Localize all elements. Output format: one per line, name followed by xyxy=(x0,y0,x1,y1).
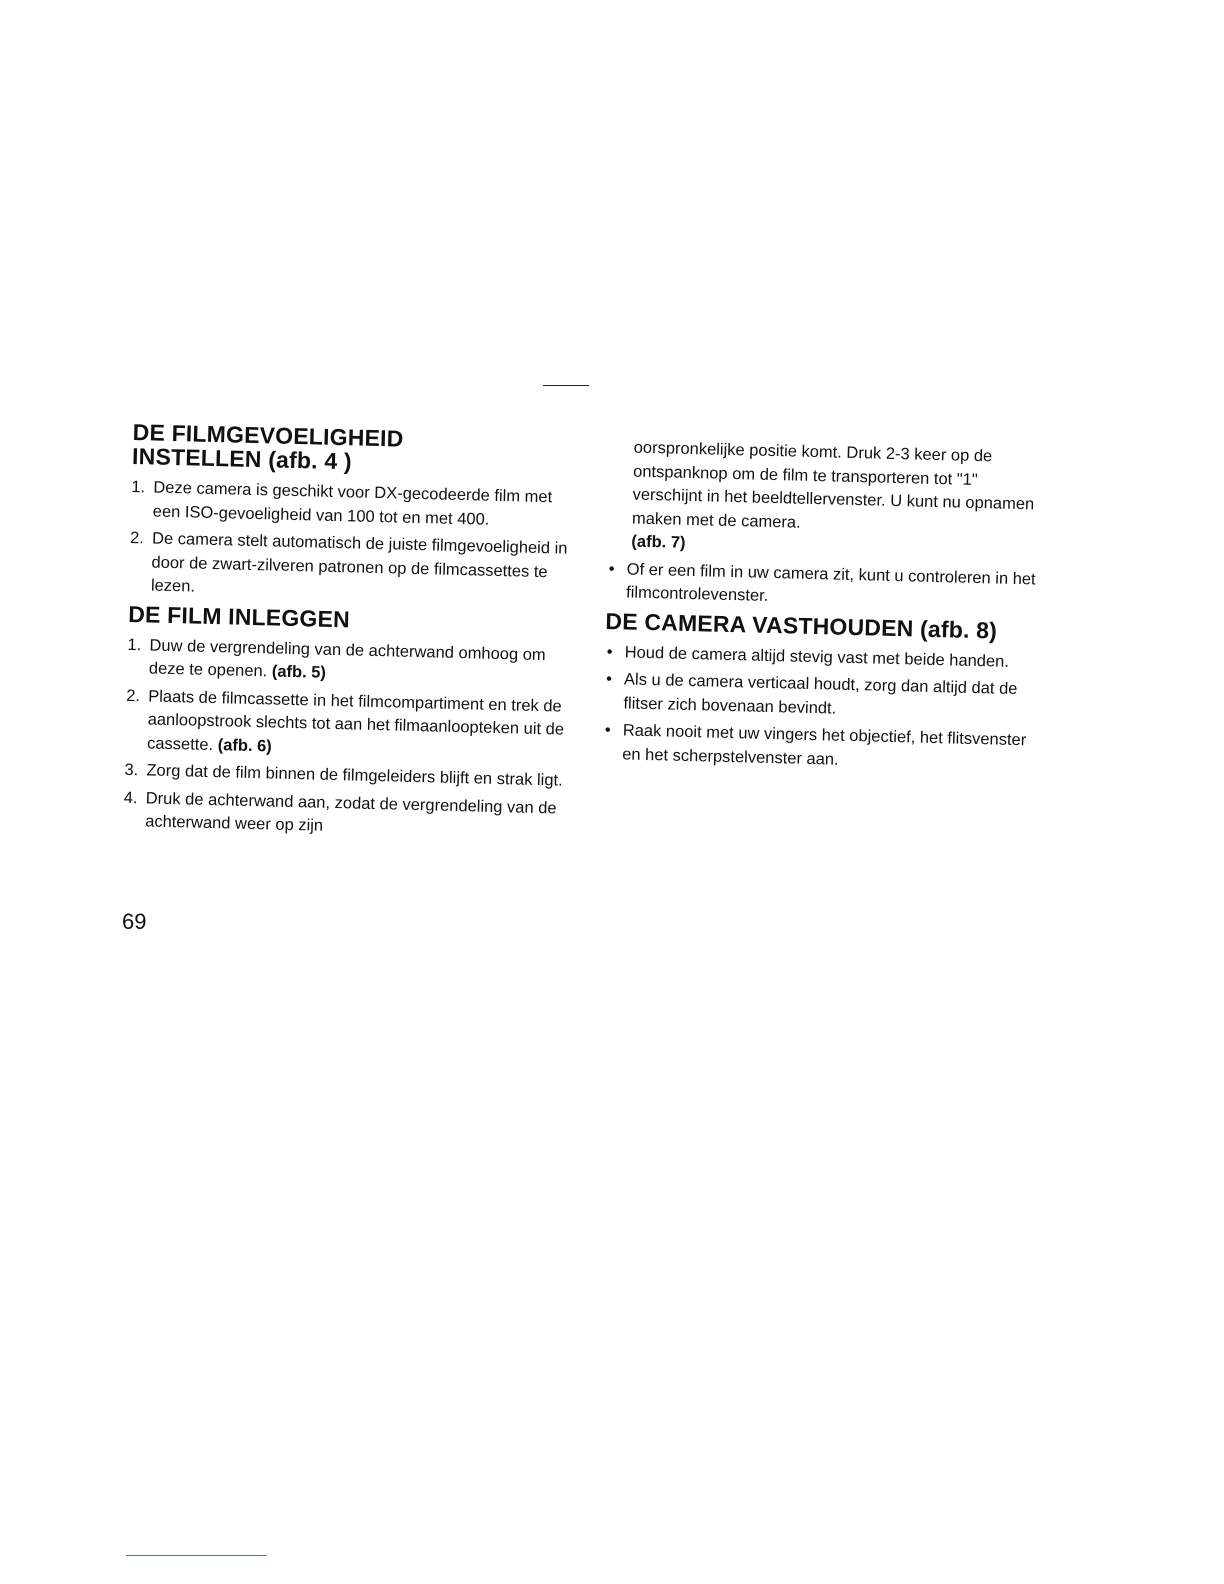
title-text: DE CAMERA VASTHOUDEN xyxy=(605,607,914,641)
bottom-rule xyxy=(126,1555,267,1556)
bullet-icon: • xyxy=(604,720,611,740)
figure-ref: (afb. 7) xyxy=(631,532,686,552)
step-text: Zorg dat de film binnen de filmgeleiders blijft en strak ligt. xyxy=(146,761,563,790)
step-number: 2. xyxy=(126,686,141,705)
continuation-text: oorspronkelijke positie komt. Druk 2-3 keer op de ontspanknop om de film te transporteren tot "1" verschijnt in het beeldtellervenster. U kunt nu opnamen maken met de camera. xyxy=(631,438,1035,532)
title-line2: INSTELLEN xyxy=(131,442,262,473)
step-number: 1. xyxy=(127,635,142,654)
step-text: De camera stelt automatisch de juiste filmgevoeligheid in door de zwart-zilveren patronen op de filmcassettes te lezen. xyxy=(150,529,568,596)
section-title-film-inleggen: DE FILM INLEGGEN xyxy=(127,600,351,632)
figure-ref: (afb. 5) xyxy=(271,662,327,682)
step-number: 2. xyxy=(129,528,145,548)
step-number: 4. xyxy=(123,788,138,807)
list-item xyxy=(129,527,576,608)
continuation-bullets xyxy=(606,557,1047,615)
bullet-icon: • xyxy=(608,559,615,578)
page-number: 69 xyxy=(122,909,147,934)
step-text: Deze camera is geschikt voor DX-gecodeerde film met een ISO-gevoeligheid van 100 tot en met 400. xyxy=(152,478,553,529)
bullet-icon: • xyxy=(606,642,613,661)
title-ref: (afb. 8) xyxy=(919,615,998,644)
list-item xyxy=(127,633,573,691)
title-ref: (afb. 4 ) xyxy=(267,446,353,475)
section-title-camera-vasthouden xyxy=(605,608,1045,643)
bullet-icon: • xyxy=(605,669,613,689)
step-number: 1. xyxy=(131,477,146,497)
bullet-text: Raak nooit met uw vingers het objectief, het flitsvenster en het scherpstelvenster aan. xyxy=(622,721,1027,769)
list-item xyxy=(603,668,1044,726)
section-title-filmgevoeligheid xyxy=(132,420,578,479)
left-column xyxy=(123,420,578,848)
list-item xyxy=(130,476,576,534)
steps-filmgevoeligheid xyxy=(129,476,577,608)
list-item xyxy=(125,684,572,765)
bullet-text: Of er een film in uw camera zit, kunt u controleren in het filmcontrolevenster. xyxy=(625,559,1036,605)
bullet-text: Als u de camera verticaal houdt, zorg dan altijd dat de flitser zich bovenaan bevindt. xyxy=(623,670,1018,718)
bullets-camera-vasthouden xyxy=(602,640,1045,776)
step-text: Duw de vergrendeling van de achterwand omhoog om deze te openen. xyxy=(148,635,546,681)
title-line1: DE FILMGEVOELIGHEID xyxy=(132,419,404,452)
steps-film-inleggen xyxy=(123,633,573,844)
right-column xyxy=(602,436,1050,781)
top-rule xyxy=(543,385,589,386)
continuation-paragraph xyxy=(607,436,1050,564)
figure-ref: (afb. 6) xyxy=(217,735,273,755)
step-text: Plaats de filmcassette in het filmcompartiment en trek de aanloopstrook slechts tot aan het filmaanloopteken uit de cassette. xyxy=(146,686,565,754)
list-item xyxy=(602,719,1043,777)
step-text: Druk de achterwand aan, zodat de vergrendeling van de achterwand weer op zijn xyxy=(144,788,557,835)
list-item xyxy=(606,557,1047,615)
step-number: 3. xyxy=(124,760,139,780)
bullet-text: Houd de camera altijd stevig vast met beide handen. xyxy=(624,642,1010,671)
list-item xyxy=(123,786,569,844)
